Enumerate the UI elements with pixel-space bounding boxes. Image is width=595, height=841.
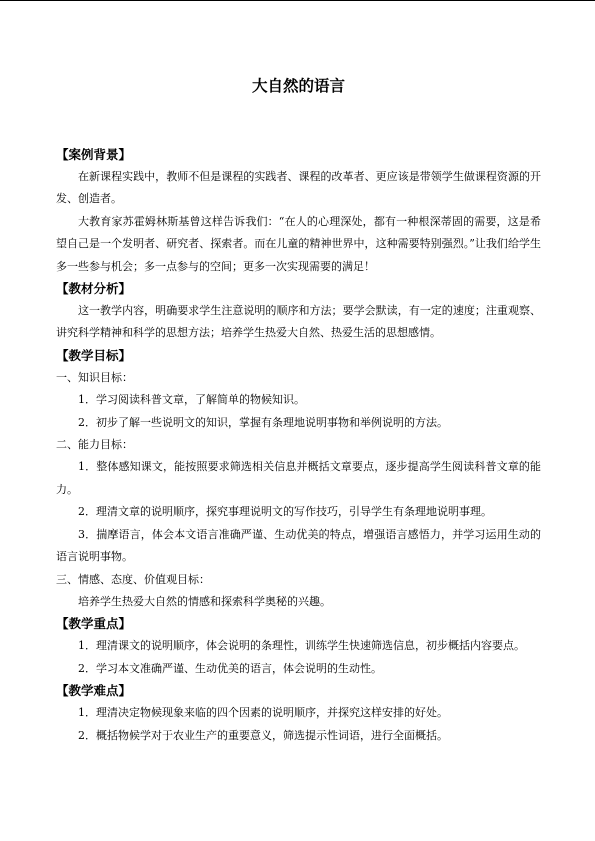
document-page (56, 76, 541, 747)
analysis-paragraph-1: 这一教学内容，明确要求学生注意说明的顺序和方法；要学会默读，有一定的速度；注重观察、讲究科学精神和科学的思想方法；培养学生热爱大自然、热爱生活的思想感情。 (56, 304, 541, 340)
key-point-item: 2．学习本文准确严谨、生动优美的语言，体会说明的生动性。 (78, 661, 382, 675)
goal-group-label-knowledge: 一、知识目标： (56, 370, 133, 384)
background-paragraph-1: 在新课程实践中，教师不但是课程的实践者、课程的改革者、更应该是带领学生做课程资源的开发、创造者。 (56, 170, 541, 206)
section-analysis (56, 278, 541, 345)
section-heading-goals: 【教学目标】 (56, 347, 132, 363)
section-goals (56, 345, 541, 613)
page-top-border (0, 0, 595, 1)
goal-group-label-ability: 二、能力目标： (56, 438, 133, 452)
background-paragraph-2: 大教育家苏霍姆林斯基曾这样告诉我们：“在人的心理深处，都有一种根深蒂固的需要，这是希望自己是一个发明者、研究者、探索者。而在儿童的精神世界中，这种需要特别强烈。”让我们给学生多一些参与机会；多一点参与的空间；更多一次实现需要的满足！ (56, 214, 541, 273)
difficulty-item: 1．理清决定物候现象来临的四个因素的说明顺序，并探究这样安排的好处。 (78, 706, 448, 720)
section-background (56, 144, 541, 278)
section-difficulties (56, 680, 541, 747)
key-point-item: 1．理清课文的说明顺序，体会说明的条理性，训练学生快速筛选信息，初步概括内容要点。 (78, 639, 525, 653)
section-heading-key-points: 【教学重点】 (56, 616, 132, 632)
goal-item: 1．整体感知课文，能按照要求筛选相关信息并概括文章要点，逐步提高学生阅读科普文章的能力。 (56, 460, 541, 496)
goal-item: 培养学生热爱大自然的情感和探索科学奥秘的兴趣。 (78, 594, 331, 608)
goal-item: 1．学习阅读科普文章，了解简单的物候知识。 (78, 393, 305, 407)
section-heading-background: 【案例背景】 (56, 147, 132, 162)
goal-item: 2．理清文章的说明顺序，探究事理说明文的写作技巧，引导学生有条理地说明事理。 (78, 505, 492, 519)
section-heading-difficulties: 【教学难点】 (56, 683, 132, 699)
difficulty-item: 2．概括物候学对于农业生产的重要意义，筛选提示性词语，进行全面概括。 (78, 728, 448, 742)
goal-item: 2．初步了解一些说明文的知识，掌握有条理地说明事物和举例说明的方法。 (78, 415, 448, 429)
section-key-points (56, 613, 541, 680)
section-heading-analysis: 【教材分析】 (56, 281, 132, 297)
document-title: 大自然的语言 (251, 77, 345, 95)
goal-item: 3．揣摩语言，体会本文语言准确严谨、生动优美的特点，增强语言感悟力，并学习运用生动的语言说明事物。 (56, 527, 541, 564)
goal-group-label-emotion: 三、情感、态度、价值观目标： (56, 572, 210, 586)
